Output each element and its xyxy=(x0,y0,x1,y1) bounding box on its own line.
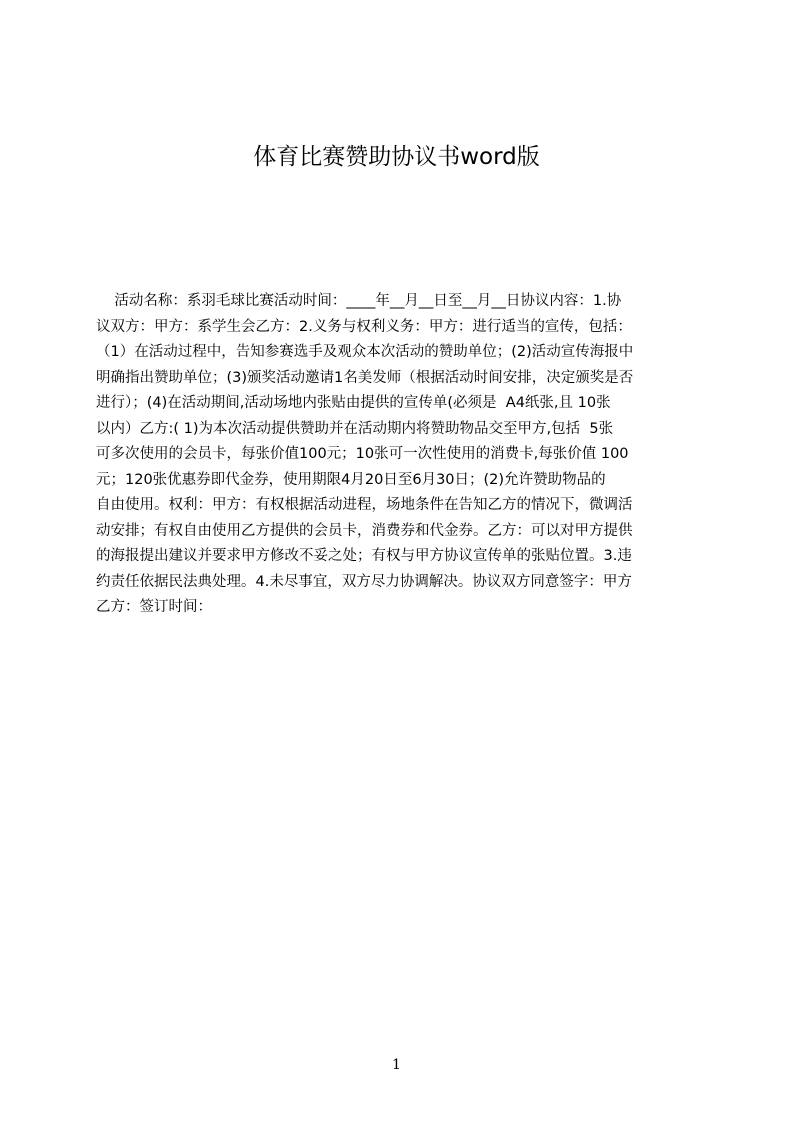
document-title: 体育比赛赞助协议书word版 xyxy=(253,144,540,170)
body-line: 动安排；有权自由使用乙方提供的会员卡，消费券和代金券。乙方：可以对甲方提供 xyxy=(96,522,633,539)
body-line: 元；120张优惠券即代金券，使用期限4月20日至6月30日；(2)允许赞助物品的 xyxy=(96,471,606,488)
body-line: 自由使用。权利：甲方：有权根据活动进程，场地条件在告知乙方的情况下，微调活 xyxy=(96,497,633,513)
body-line: 进行）；(4)在活动期间,活动场地内张贴由提供的宣传单(必须是 A4纸张,且 10张 xyxy=(96,395,611,411)
body-line: 以内）乙方:( 1)为本次活动提供赞助并在活动期内将赞助物品交至甲方,包括 5张 xyxy=(96,420,614,437)
body-line: 乙方：签订时间： xyxy=(96,599,212,615)
body-line: 可多次使用的会员卡，每张价值100元；10张可一次性使用的消费卡,每张价值 100 xyxy=(96,446,629,462)
body-line: （1）在活动过程中，告知参赛选手及观众本次活动的赞助单位；(2)活动宣传海报中 xyxy=(96,344,634,360)
body-line: 活动名称：系羽毛球比赛活动时间：____年__月__日至__月__日协议内容：1.协 xyxy=(96,293,622,309)
body-line: 明确指出赞助单位；(3)颁奖活动邀请1名美发师（根据活动时间安排，决定颁奖是否 xyxy=(96,369,634,386)
page-number: 1 xyxy=(392,1057,401,1073)
body-line: 约责任依据民法典处理。4.未尽事宜，双方尽力协调解决。协议双方同意签字：甲方 xyxy=(96,573,632,590)
agreement-body xyxy=(96,289,697,639)
body-line: 议双方：甲方：系学生会乙方：2.义务与权利义务：甲方：进行适当的宣传，包括： xyxy=(96,318,632,335)
body-line: 的海报提出建议并要求甲方修改不妥之处；有权与甲方协议宣传单的张贴位置。3.违 xyxy=(96,548,632,564)
